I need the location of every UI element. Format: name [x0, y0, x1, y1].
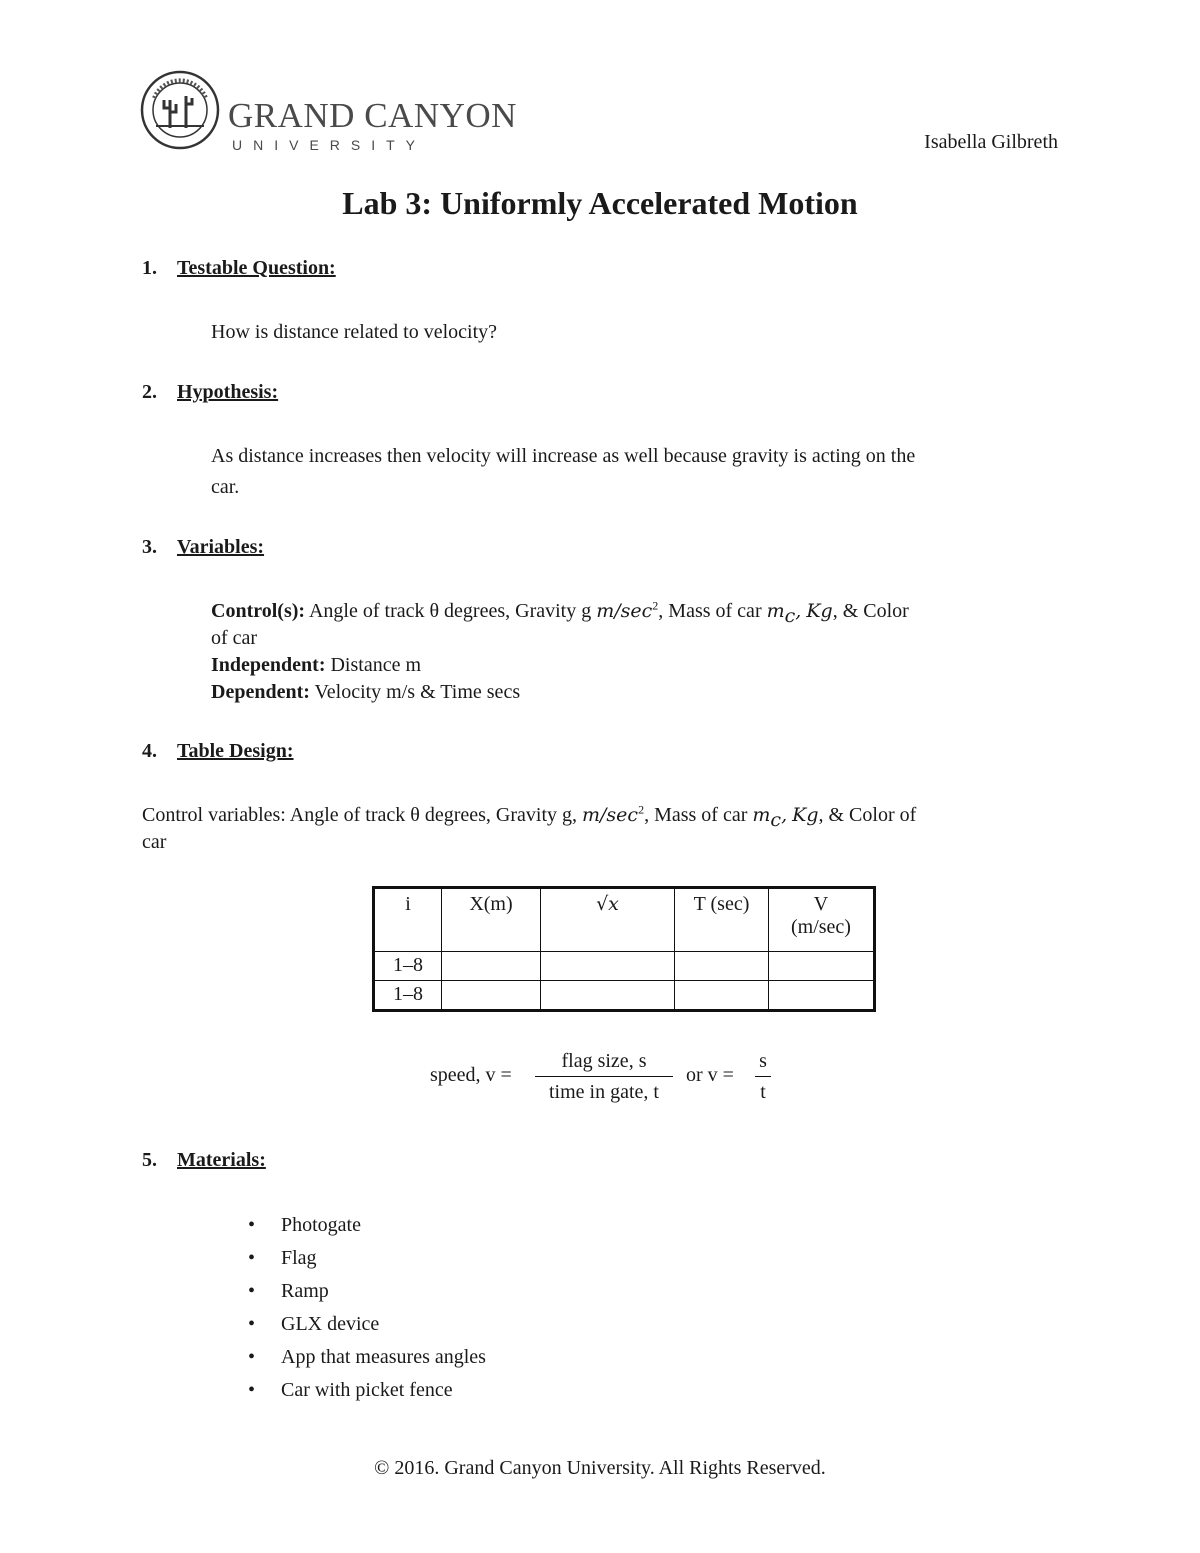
- logo-subtitle: UNIVERSITY: [232, 137, 427, 153]
- header-v-label: V: [813, 893, 829, 915]
- header-cell-t: T (sec): [675, 888, 769, 952]
- page-title: Lab 3: Uniformly Accelerated Motion: [342, 185, 858, 221]
- list-item: [248, 1210, 486, 1243]
- header-cell-sqrt-x: [541, 888, 675, 952]
- bullet-icon: •: [248, 1280, 256, 1302]
- table-cell: 1–8: [374, 981, 442, 1011]
- material-label: App that measures angles: [281, 1346, 486, 1368]
- control-text-b: , Mass of car: [658, 600, 762, 622]
- section-number: 4.: [142, 740, 157, 762]
- control-text-a: Angle of track θ degrees, Gravity g: [308, 600, 592, 622]
- table-row: [374, 952, 875, 981]
- formula-denominator: time in gate, t: [549, 1081, 659, 1103]
- section-number: 3.: [142, 536, 157, 558]
- bullet-icon: •: [248, 1214, 256, 1236]
- sqrt-x-symbol: √x: [596, 893, 619, 915]
- gravity-unit: m/sec: [596, 600, 653, 622]
- header-cell-x: X(m): [442, 888, 541, 952]
- mass-symbol: m: [752, 804, 771, 826]
- section-label: Materials:: [177, 1149, 266, 1171]
- header-cell-v: [769, 888, 875, 952]
- control-variables-line: [211, 598, 1051, 625]
- table-control-variables: [142, 802, 1072, 856]
- table-cell[interactable]: [442, 981, 541, 1011]
- section-number: 2.: [142, 381, 157, 403]
- material-label: Flag: [281, 1247, 317, 1269]
- variables-block: [211, 598, 1051, 706]
- formula-fraction-main: [535, 1050, 673, 1104]
- table-control-suffix: , & Color of: [818, 804, 917, 826]
- table-cell[interactable]: [769, 952, 875, 981]
- section-number: 5.: [142, 1149, 157, 1171]
- formula-lhs: speed, v =: [430, 1064, 512, 1086]
- material-label: Photogate: [281, 1214, 361, 1236]
- gravity-exponent: 2: [638, 802, 645, 817]
- logo-wordmark: GRAND CANYON: [228, 96, 517, 135]
- bullet-icon: •: [248, 1313, 256, 1335]
- section-3-heading: [142, 536, 264, 559]
- control-label: Control(s):: [211, 600, 306, 622]
- dependent-label: Dependent:: [211, 681, 310, 703]
- list-item: [248, 1375, 486, 1408]
- control-text-c: , & Color: [832, 600, 909, 622]
- formula-fraction-short: [755, 1050, 771, 1104]
- section-label: Testable Question:: [177, 257, 336, 279]
- materials-list: [248, 1210, 486, 1408]
- table-control-end: car: [142, 831, 167, 853]
- formula-numerator: flag size, s: [535, 1050, 673, 1077]
- list-item: [248, 1309, 486, 1342]
- hypothesis-line-1: As distance increases then velocity will increase as well because gravity is acting on the: [211, 445, 916, 467]
- table-control-prefix: Control variables: Angle of track θ degrees, Gravity g,: [142, 804, 578, 826]
- table-row: [374, 981, 875, 1011]
- formula-or: or v =: [686, 1064, 734, 1086]
- hypothesis-text: [211, 441, 1051, 503]
- testable-question-text: How is distance related to velocity?: [211, 321, 498, 343]
- material-label: GLX device: [281, 1313, 380, 1335]
- bullet-icon: •: [248, 1379, 256, 1401]
- table-cell: 1–8: [374, 952, 442, 981]
- mass-comma: ,: [795, 600, 802, 622]
- table-cell[interactable]: [675, 952, 769, 981]
- dependent-text: Velocity m/s & Time secs: [314, 681, 521, 703]
- section-label: Hypothesis:: [177, 381, 279, 403]
- hypothesis-line-2: car.: [211, 476, 240, 498]
- university-seal-icon: [140, 70, 220, 150]
- table-cell[interactable]: [541, 952, 675, 981]
- formula-s: s: [755, 1050, 771, 1077]
- gravity-exponent: 2: [652, 598, 659, 613]
- kg-symbol: Kg: [806, 600, 833, 622]
- section-2-heading: [142, 381, 278, 404]
- copyright-footer: © 2016. Grand Canyon University. All Rights Reserved.: [374, 1457, 826, 1479]
- header-cell-i: i: [374, 888, 442, 952]
- mass-subscript: c: [784, 605, 796, 627]
- table-control-line: [142, 802, 1072, 829]
- independent-variable-line: [211, 652, 1051, 679]
- section-label: Table Design:: [177, 740, 294, 762]
- mass-subscript: c: [770, 809, 782, 831]
- table-cell[interactable]: [541, 981, 675, 1011]
- list-item: [248, 1243, 486, 1276]
- author-name: Isabella Gilbreth: [924, 131, 1058, 153]
- data-table: [372, 886, 876, 1012]
- table-cell[interactable]: [675, 981, 769, 1011]
- gravity-unit: m/sec: [582, 804, 639, 826]
- bullet-icon: •: [248, 1346, 256, 1368]
- section-label: Variables:: [177, 536, 265, 558]
- section-number: 1.: [142, 257, 157, 279]
- university-logo: [140, 70, 517, 153]
- dependent-variable-line: [211, 679, 1051, 706]
- header-v-unit: (m/sec): [791, 916, 851, 938]
- material-label: Ramp: [281, 1280, 329, 1302]
- mass-symbol: m: [766, 600, 785, 622]
- list-item: [248, 1342, 486, 1375]
- section-4-heading: [142, 740, 294, 763]
- table-cell[interactable]: [442, 952, 541, 981]
- table-header-row: [374, 888, 875, 952]
- kg-symbol: Kg: [792, 804, 819, 826]
- bullet-icon: •: [248, 1247, 256, 1269]
- mass-comma: ,: [781, 804, 788, 826]
- independent-text: Distance m: [330, 654, 422, 676]
- list-item: [248, 1276, 486, 1309]
- section-5-heading: [142, 1149, 266, 1172]
- material-label: Car with picket fence: [281, 1379, 453, 1401]
- section-1-heading: [142, 257, 336, 280]
- formula-t: t: [760, 1081, 766, 1103]
- independent-label: Independent:: [211, 654, 326, 676]
- table-cell[interactable]: [769, 981, 875, 1011]
- control-text-d: of car: [211, 627, 258, 649]
- table-control-mid: , Mass of car: [644, 804, 748, 826]
